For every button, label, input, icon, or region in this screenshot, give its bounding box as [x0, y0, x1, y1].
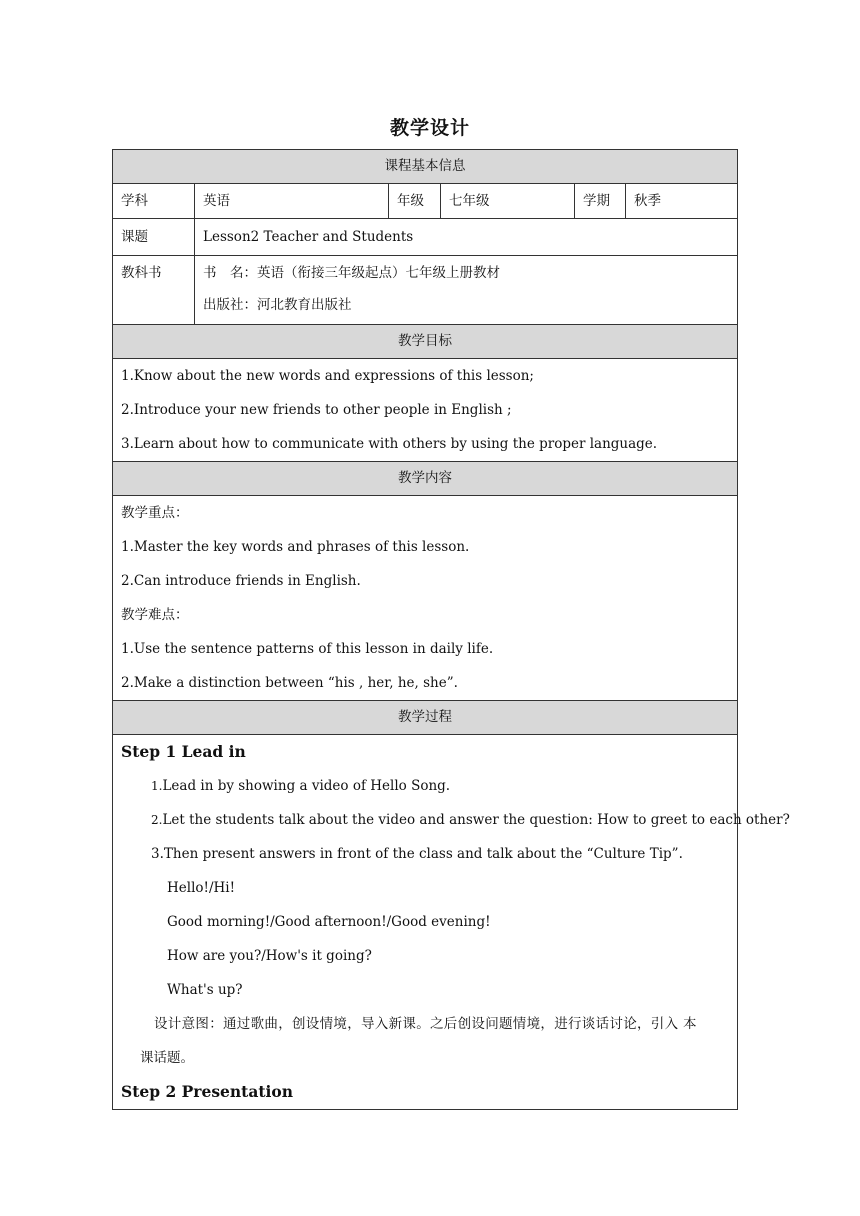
step2-title: Step 2 Presentation	[121, 1082, 294, 1101]
section-header-process	[113, 701, 738, 735]
section-title: 课程基本信息	[113, 150, 738, 184]
textbook-name: 书 名：英语（衔接三年级起点）七年级上册教材	[203, 265, 500, 281]
topic-label: 课题	[113, 219, 195, 256]
section-title: 教学过程	[113, 701, 738, 735]
step1-item-text: Let the students talk about the video and answer the question: How to greet to each other?	[162, 812, 790, 828]
step1-item-text: Then present answers in front of the class and talk about the “Culture Tip”.	[163, 846, 683, 862]
difficult-points-label: 教学难点：	[121, 607, 189, 623]
process-cell	[113, 735, 790, 1110]
greeting-line: Good morning!/Good afternoon!/Good evening!	[167, 914, 491, 930]
info-row-topic	[113, 219, 738, 256]
subject-label: 学科	[113, 184, 195, 219]
goal-item: 1.Know about the new words and expressions of this lesson;	[121, 368, 534, 384]
textbook-label: 教科书	[113, 256, 195, 325]
step1-item-number: 3.	[151, 846, 164, 862]
section-header-basic-info	[113, 150, 738, 184]
info-row-subject	[113, 184, 738, 219]
lesson-plan-table	[112, 149, 790, 1110]
process-row	[113, 735, 738, 1110]
content-row	[113, 496, 738, 701]
step1-item-text: Lead in by showing a video of Hello Song.	[162, 778, 451, 794]
step1-item-number: 2.	[151, 813, 163, 827]
step1-item-number: 1.	[151, 779, 163, 793]
textbook-value	[195, 256, 738, 325]
step1-item	[121, 837, 729, 871]
content-cell	[113, 496, 738, 701]
step1-item	[121, 803, 790, 837]
section-title: 教学内容	[113, 462, 738, 496]
greeting-line: How are you?/How's it going?	[167, 948, 372, 964]
greeting-line: Hello!/Hi!	[167, 880, 236, 896]
term-value: 秋季	[626, 184, 738, 219]
key-point-item: 2.Can introduce friends in English.	[121, 573, 361, 589]
publisher-name: 出版社：河北教育出版社	[203, 297, 352, 313]
document-title: 教学设计	[389, 117, 470, 139]
info-row-textbook	[113, 256, 738, 325]
term-label: 学期	[575, 184, 626, 219]
section-title: 教学目标	[113, 325, 738, 359]
key-point-item: 1.Master the key words and phrases of this lesson.	[121, 539, 470, 555]
topic-value: Lesson2 Teacher and Students	[195, 219, 738, 256]
step1-title: Step 1 Lead in	[121, 742, 246, 761]
difficult-point-item: 2.Make a distinction between “his , her, he, she”.	[121, 675, 458, 691]
goal-item: 3.Learn about how to communicate with others by using the proper language.	[121, 436, 658, 452]
grade-value: 七年级	[441, 184, 575, 219]
goal-item: 2.Introduce your new friends to other people in English ;	[121, 402, 512, 418]
goals-cell	[113, 359, 738, 462]
step1-item	[121, 769, 729, 803]
section-header-content	[113, 462, 738, 496]
key-points-label: 教学重点：	[121, 505, 189, 521]
design-note-line: 设计意图：通过歌曲，创设情境，导入新课。之后创设问题情境，进行谈话讨论，引入 本	[154, 1016, 697, 1032]
difficult-point-item: 1.Use the sentence patterns of this lesson in daily life.	[121, 641, 494, 657]
goals-row	[113, 359, 738, 462]
grade-label: 年级	[389, 184, 441, 219]
section-header-goals	[113, 325, 738, 359]
greeting-line: What's up?	[167, 982, 243, 998]
subject-value: 英语	[195, 184, 389, 219]
design-note-line: 课话题。	[140, 1050, 194, 1066]
